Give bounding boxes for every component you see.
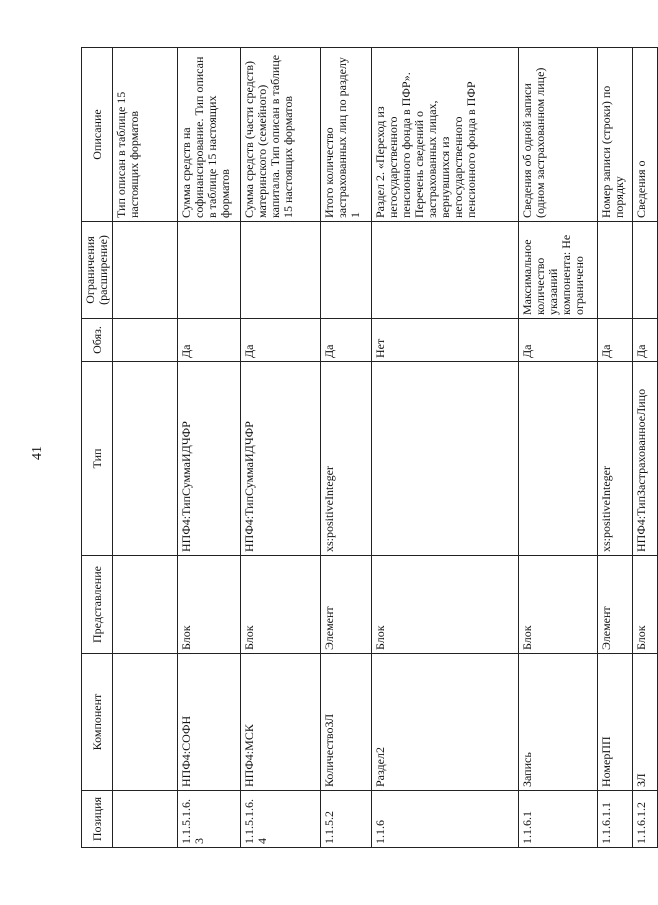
cell-type <box>113 362 178 556</box>
cell-restrictions <box>633 222 658 319</box>
table-row <box>178 48 241 848</box>
cell-position: 1.1.6 <box>372 791 519 848</box>
col-header-component: Компонент <box>82 654 113 791</box>
cell-type: НПФ4:ТипЗастрахованноеЛицо <box>633 362 658 556</box>
cell-component: КоличествоЗЛ <box>321 654 372 791</box>
table-row <box>113 48 178 848</box>
cell-description: Итого количество застрахованных лиц по разделу 1 <box>321 48 372 222</box>
cell-description: Тип описан в таблице 15 настоящих форматов <box>113 48 178 222</box>
cell-description: Сведения об одной записи (одном застрахованном лице) <box>519 48 598 222</box>
cell-representation: Блок <box>633 556 658 654</box>
cell-position: 1.1.6.1.1 <box>598 791 633 848</box>
cell-representation: Блок <box>178 556 241 654</box>
cell-component <box>113 654 178 791</box>
cell-representation: Элемент <box>321 556 372 654</box>
cell-description: Сумма средств на софинансирование. Тип описан в таблице 15 настоящих форматов <box>178 48 241 222</box>
rotated-table-wrapper <box>81 48 648 848</box>
col-header-position: Позиция <box>82 791 113 848</box>
table-row <box>519 48 598 848</box>
cell-required: Нет <box>372 319 519 362</box>
col-header-required: Обяз. <box>82 319 113 362</box>
cell-required: Да <box>633 319 658 362</box>
cell-component: НПФ4:МСК <box>241 654 321 791</box>
cell-type: НПФ4:ТипСуммаИДЧФР <box>241 362 321 556</box>
cell-restrictions <box>241 222 321 319</box>
cell-restrictions <box>598 222 633 319</box>
cell-representation: Элемент <box>598 556 633 654</box>
cell-required: Да <box>321 319 372 362</box>
col-header-representation: Представление <box>82 556 113 654</box>
cell-position: 1.1.5.2 <box>321 791 372 848</box>
table-row <box>321 48 372 848</box>
cell-required: Да <box>519 319 598 362</box>
cell-component: НПФ4:СОФН <box>178 654 241 791</box>
cell-required: Да <box>241 319 321 362</box>
cell-type: НПФ4:ТипСуммаИДЧФР <box>178 362 241 556</box>
table-header-row <box>82 48 113 848</box>
table-row <box>241 48 321 848</box>
cell-representation <box>113 556 178 654</box>
cell-restrictions: Максимальное количество указаний компонента: Не ограничено <box>519 222 598 319</box>
cell-type: xs:positiveInteger <box>321 362 372 556</box>
cell-type <box>372 362 519 556</box>
cell-position: 1.1.5.1.6.4 <box>241 791 321 848</box>
cell-position: 1.1.6.1.2 <box>633 791 658 848</box>
cell-position: 1.1.5.1.6.3 <box>178 791 241 848</box>
cell-representation: Блок <box>241 556 321 654</box>
cell-component: Раздел2 <box>372 654 519 791</box>
cell-representation: Блок <box>372 556 519 654</box>
cell-required: Да <box>178 319 241 362</box>
cell-component: Запись <box>519 654 598 791</box>
cell-position <box>113 791 178 848</box>
cell-type: xs:positiveInteger <box>598 362 633 556</box>
cell-description: Раздел 2. «Переход из негосударственного пенсионного фонда в ПФР». Перечень сведений о застрахованных лицах, вернувшихся из негосударственного пенсионного фонда в ПФР <box>372 48 519 222</box>
col-header-description: Описание <box>82 48 113 222</box>
col-header-type: Тип <box>82 362 113 556</box>
cell-component: ЗЛ <box>633 654 658 791</box>
cell-restrictions <box>372 222 519 319</box>
cell-type <box>519 362 598 556</box>
cell-restrictions <box>321 222 372 319</box>
table-row <box>598 48 633 848</box>
cell-required: Да <box>598 319 633 362</box>
format-table <box>81 47 658 848</box>
cell-component: НомерПП <box>598 654 633 791</box>
cell-description: Сумма средств (части средств) материнского (семейного) капитала. Тип описан в таблице 15 настоящих форматов <box>241 48 321 222</box>
cell-description: Номер записи (строки) по порядку <box>598 48 633 222</box>
cell-required <box>113 319 178 362</box>
cell-restrictions <box>178 222 241 319</box>
cell-representation: Блок <box>519 556 598 654</box>
cell-position: 1.1.6.1 <box>519 791 598 848</box>
table-row <box>633 48 658 848</box>
cell-description: Сведения о <box>633 48 658 222</box>
table-row <box>372 48 519 848</box>
col-header-restrictions: Ограничения (расширение) <box>82 222 113 319</box>
cell-restrictions <box>113 222 178 319</box>
page-number: 41 <box>30 446 45 460</box>
